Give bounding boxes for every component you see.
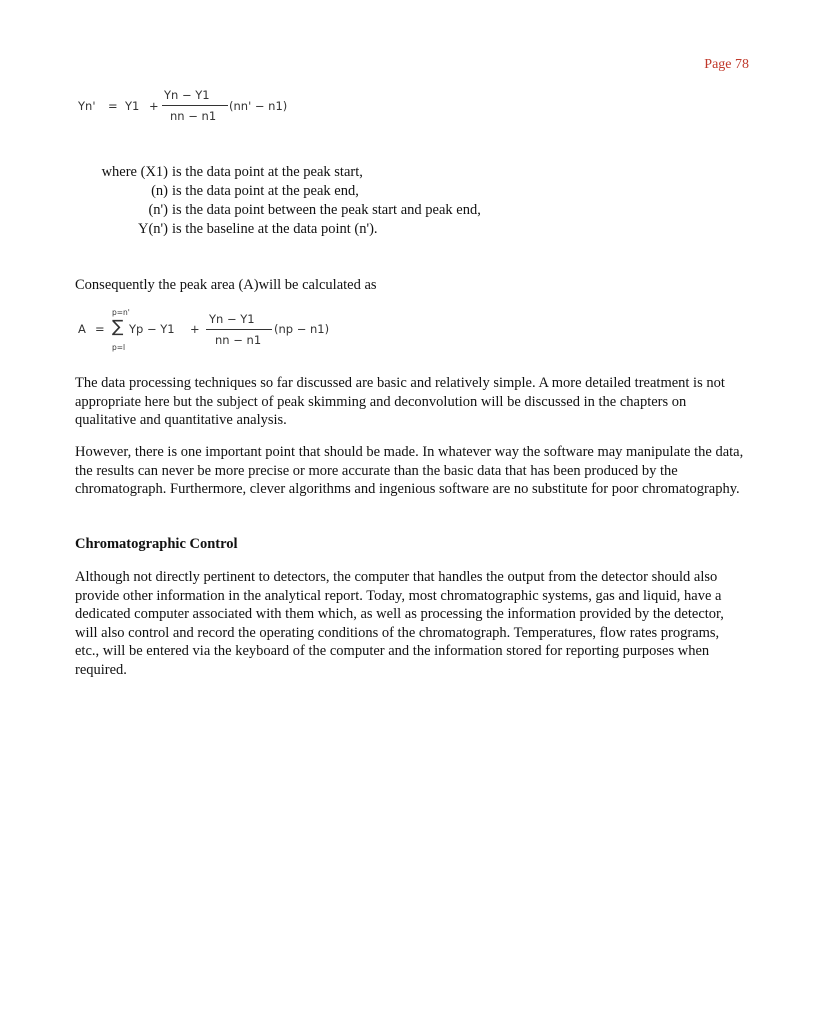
definition-text: is the data point at the peak start, — [172, 164, 363, 180]
eq1-factor: (nn' − n1) — [229, 99, 288, 113]
definition-lead: Y(n') — [138, 221, 168, 237]
peak-area-equation — [78, 306, 378, 358]
eq2-denominator: nn − n1 — [215, 333, 262, 347]
eq1-equals: = — [108, 99, 118, 113]
eq1-numerator: Yn − Y1 — [164, 88, 210, 102]
eq2-lhs: A — [78, 322, 86, 336]
definition-row — [93, 201, 481, 220]
section-heading: Chromatographic Control — [75, 536, 238, 552]
definition-text: is the data point at the peak end, — [172, 183, 359, 199]
eq2-equals: = — [95, 322, 105, 336]
definition-text: is the data point between the peak start and peak end, — [172, 202, 481, 218]
eq1-fraction-bar — [162, 105, 228, 106]
definition-row — [93, 163, 481, 182]
eq1-plus: + — [149, 99, 159, 113]
eq2-fraction-bar — [206, 329, 272, 330]
eq1-denominator: nn − n1 — [170, 109, 217, 123]
paragraph-data-processing: The data processing techniques so far discussed are basic and relatively simple. A more detailed treatment is not appropriate here but the subject of peak skimming and deconvolution will be discussed in the chapters on qualitative and quantitative analysis. — [75, 375, 725, 428]
definition-row — [93, 182, 481, 201]
consequently-line: Consequently the peak area (A)will be calculated as — [75, 277, 377, 293]
eq2-factor: (np − n1) — [274, 322, 330, 336]
definitions-list — [93, 163, 481, 239]
paragraph-important-point: However, there is one important point that should be made. In whatever way the software may manipulate the data, the results can never be more precise or more accurate than the basic data that has been produced by the chromatograph. Furthermore, clever algorithms and ingenious software are no substitute for poor chromatography. — [75, 444, 744, 497]
definition-text: is the baseline at the data point (n'). — [172, 221, 378, 237]
eq2-sum-upper: p=n' — [112, 308, 130, 317]
paragraph-chromatographic-control: Although not directly pertinent to detectors, the computer that handles the output from the detector should also provide other information in the analytical report. Today, most chromatographic systems, gas and liquid, have a dedicated computer associated with them which, as well as processing the information provided by the detector, will also control and record the operating conditions of the chromatograph. Temperatures, flow rates programs, etc., will be entered via the keyboard of the computer and the information stored for reporting purposes when required. — [75, 569, 724, 678]
baseline-equation — [78, 86, 338, 130]
eq1-y1: Y1 — [125, 99, 140, 113]
definition-lead: where (X1) — [101, 164, 168, 180]
eq1-lhs: Yn' — [78, 99, 96, 113]
sigma-icon: ∑ — [112, 317, 124, 337]
eq2-plus: + — [190, 322, 200, 336]
definition-lead: (n') — [148, 202, 168, 218]
eq2-sum-lower: p=l — [112, 343, 126, 352]
page-number: Page 78 — [704, 57, 749, 72]
eq2-numerator: Yn − Y1 — [209, 312, 255, 326]
definition-lead: (n) — [151, 183, 168, 199]
eq2-yp-minus-y1: Yp − Y1 — [129, 322, 175, 336]
definition-row — [93, 220, 481, 239]
